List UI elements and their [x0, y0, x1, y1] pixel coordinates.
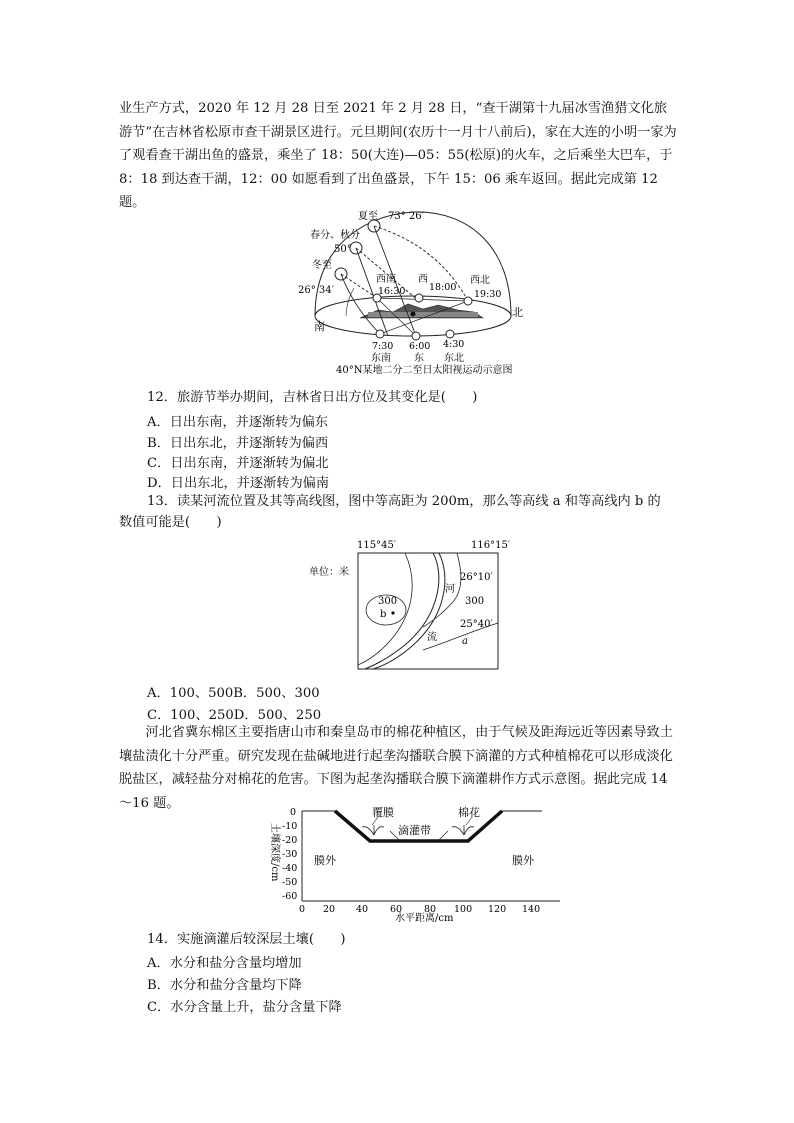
sun-path-diagram	[298, 206, 528, 376]
y-tick-label: -20	[282, 835, 298, 846]
x-tick-label: 20	[323, 904, 336, 915]
intro-paragraph-2: 河北省冀东棉区主要指唐山市和秦皇岛市的棉花种植区，由于气候及距海远近等因素导致土壤盐渍化十分严重。研究发现在盐碱地进行起垄沟播联合膜下滴灌的方式种植棉花可以形成淡化脱盐区，减轻盐分对棉花的危害。下图为起垄沟播联合膜下滴灌耕作方式示意图。据此完成 14～16 题。	[119, 725, 673, 811]
film-label: 覆膜	[372, 806, 394, 819]
label-set-sw: 西南	[376, 274, 396, 285]
q14-option-b: B．水分和盐分含量均下降	[147, 978, 302, 993]
label-rise-ne: 东北	[444, 353, 464, 364]
lon-left-label: 115°45′	[357, 540, 397, 551]
cotton-label: 棉花	[458, 806, 480, 819]
label-rise-e: 东	[414, 353, 424, 364]
figure1-caption: 40°N某地二分二至日太阳视运动示意图	[336, 365, 513, 376]
lat-bottom-label: 25°40′	[460, 619, 493, 630]
lon-right-label: 116°15′	[471, 540, 511, 551]
y-ticks	[282, 807, 297, 902]
outside-right-label: 膜外	[512, 854, 534, 867]
q12-option-d: D．日出东北，并逐渐转为偏南	[147, 476, 330, 491]
x-tick-label: 80	[424, 904, 437, 915]
observer-dot	[411, 312, 416, 317]
label-set-w: 西	[418, 274, 428, 285]
label-set-nw-time: 19:30	[474, 289, 502, 300]
label-south: 南	[314, 320, 325, 333]
outside-left-label: 膜外	[314, 854, 336, 867]
x-tick-label: 40	[356, 904, 369, 915]
label-winter: 冬至	[312, 260, 332, 271]
lat-top-label: 26°10′	[460, 572, 493, 583]
label-summer: 夏至	[358, 211, 378, 222]
y-tick-label: -10	[282, 821, 298, 832]
q12-option-a: A．日出东南，并逐渐转为偏东	[147, 415, 328, 430]
x-tick-label: 0	[299, 904, 306, 915]
river	[365, 553, 439, 669]
label-equinox-angle: 50°	[334, 244, 352, 255]
contour-map	[305, 535, 545, 675]
unit-label: 单位：米	[309, 567, 349, 578]
furrow-profile-diagram	[250, 803, 570, 923]
x-tick-label: 120	[488, 904, 507, 915]
contour-300-right: 300	[465, 596, 485, 607]
river-char-1: 河	[445, 584, 455, 595]
x-tick-label: 100	[454, 904, 473, 915]
label-set-w-time: 18:00	[429, 282, 457, 293]
y-tick-label: -30	[282, 849, 298, 860]
q13-options-line1: A．100、500B．500、300	[147, 686, 320, 701]
question-13-stem-line2: 数值可能是( )	[119, 515, 222, 530]
q12-option-c: C．日出东南，并逐渐转为偏北	[147, 456, 329, 471]
x-tick-label: 140	[522, 904, 541, 915]
river-char-2: 流	[427, 632, 437, 643]
question-13-stem-line1: 13．读某河流位置及其等高线图，图中等高距为 200m，那么等高线 a 和等高线内 b 的	[147, 494, 661, 509]
label-set-nw: 西北	[470, 275, 490, 286]
q14-option-a: A．水分和盐分含量均增加	[147, 956, 302, 971]
label-rise-se-time: 7:30	[372, 341, 394, 352]
x-tick-label: 60	[390, 904, 403, 915]
label-rise-se: 东南	[371, 353, 391, 364]
point-b-label: b	[380, 609, 387, 620]
cotton-plant	[362, 825, 384, 835]
label-set-sw-time: 16:30	[378, 286, 406, 297]
drip-label: 滴灌带	[398, 824, 431, 837]
contour-300-left: 300	[378, 596, 398, 607]
intro-paragraph: 业生产方式，2020 年 12 月 28 日至 2021 年 2 月 28 日，“查干湖第十九届冰雪渔猎文化旅游节”在吉林省松原市查干湖景区进行。元旦期间(农历十一月十八前后)，家在大连的小明一家为了观看查干湖出鱼的盛景，乘坐了 18：50(大连)—05：55(松原)的火车，之后乘坐大巴车，于 8：18 到达查干湖，12：00 如愿看到了出鱼盛景，下午 15：06 乘车返回。据此完成第 12 题。	[119, 101, 677, 210]
q13-options-line2: C．100、250D．500、250	[147, 708, 322, 723]
cotton-plant	[452, 825, 474, 835]
question-12-stem: 12．旅游节举办期间，吉林省日出方位及其变化是( )	[147, 390, 478, 405]
y-tick-label: -50	[282, 877, 298, 888]
y-tick-label: -40	[282, 863, 298, 874]
contour-a-label: a	[462, 636, 468, 647]
label-equinox: 春分、秋分	[310, 230, 360, 241]
sky-dome	[315, 212, 511, 316]
label-north: 北	[512, 306, 523, 319]
label-rise-ne-time: 4:30	[443, 339, 465, 350]
label-rise-e-time: 6:00	[409, 341, 431, 352]
y-tick-label: 0	[290, 807, 297, 818]
question-14-stem: 14．实施滴灌后较深层土壤( )	[147, 932, 346, 947]
x-axis-label: 水平距离/cm	[395, 913, 454, 923]
q12-option-b: B．日出东北，并逐渐转为偏西	[147, 436, 329, 451]
q14-option-c: C．水分含量上升，盐分含量下降	[147, 1000, 342, 1015]
y-axis-label: 土壤深度/cm	[269, 823, 280, 882]
label-summer-angle: 73° 26′	[388, 211, 424, 222]
y-tick-label: -60	[282, 891, 298, 902]
label-winter-angle: 26° 34′	[298, 285, 334, 296]
